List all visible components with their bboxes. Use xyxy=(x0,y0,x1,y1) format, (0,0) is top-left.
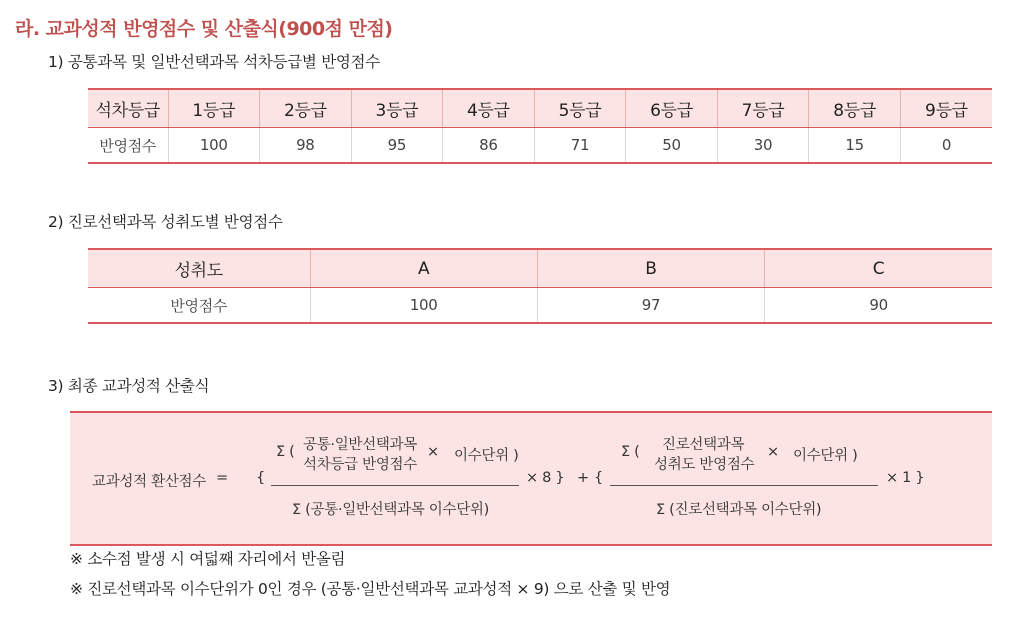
section3-heading: 3) 최종 교과성적 산출식 xyxy=(48,377,210,395)
numerator2-sigma: Σ ( xyxy=(621,444,640,460)
denominator1: Σ (공통·일반선택과목 이수단위) xyxy=(292,502,489,518)
table-header-cell: 5등급 xyxy=(534,89,626,128)
table-cell: 86 xyxy=(443,128,535,164)
fraction-line-1 xyxy=(271,485,519,486)
table-header-cell: 성취도 xyxy=(88,249,310,288)
numerator1-sigma: Σ ( xyxy=(276,444,295,460)
table-header-cell: B xyxy=(537,249,764,288)
formula-lhs: 교과성적 환산점수 xyxy=(92,474,206,490)
table-cell: 100 xyxy=(168,128,260,164)
table-cell: 50 xyxy=(626,128,718,164)
formula-multiplier-1: × 8 } xyxy=(526,470,565,486)
formula-plus: + xyxy=(577,470,589,486)
section2-heading: 2) 진로선택과목 성취도별 반영점수 xyxy=(48,213,283,231)
table-cell: 15 xyxy=(809,128,901,164)
table-header-cell: 2등급 xyxy=(260,89,352,128)
table-header-cell: C xyxy=(765,249,992,288)
numerator2-times: × xyxy=(767,444,779,460)
note-rounding: ※ 소수점 발생 시 여덟째 자리에서 반올림 xyxy=(70,550,346,568)
table-cell: 30 xyxy=(717,128,809,164)
numerator2-tail: 이수단위 ) xyxy=(793,448,858,464)
formula-box xyxy=(70,411,992,546)
note-zero-units: ※ 진로선택과목 이수단위가 0인 경우 (공통·일반선택과목 교과성적 × 9) 으로 산출 및 반영 xyxy=(70,580,671,598)
formula-open-brace-2: { xyxy=(594,470,603,486)
table-header-cell: 4등급 xyxy=(443,89,535,128)
table-cell: 98 xyxy=(260,128,352,164)
table-header-cell: 석차등급 xyxy=(88,89,168,128)
formula-open-brace-1: { xyxy=(256,470,265,486)
table-cell: 반영점수 xyxy=(88,288,310,324)
table-header-cell: 8등급 xyxy=(809,89,901,128)
table-cell: 95 xyxy=(351,128,443,164)
table-header-row xyxy=(88,89,992,128)
page-title: 라. 교과성적 반영점수 및 산출식(900점 만점) xyxy=(15,18,393,40)
table-cell: 97 xyxy=(537,288,764,324)
numerator1-line2: 석차등급 반영점수 xyxy=(303,457,417,473)
grade-score-table xyxy=(88,88,992,164)
table-header-row xyxy=(88,249,992,288)
numerator1-times: × xyxy=(427,444,439,460)
numerator2-line1: 진로선택과목 xyxy=(662,437,745,453)
formula-equals: = xyxy=(216,470,228,486)
section1-heading: 1) 공통과목 및 일반선택과목 석차등급별 반영점수 xyxy=(48,53,380,71)
table-row xyxy=(88,288,992,324)
table-header-cell: 9등급 xyxy=(900,89,992,128)
formula-multiplier-2: × 1 } xyxy=(886,470,925,486)
numerator1-line1: 공통·일반선택과목 xyxy=(303,437,417,453)
table-header-cell: 7등급 xyxy=(717,89,809,128)
table-header-cell: 1등급 xyxy=(168,89,260,128)
numerator1-tail: 이수단위 ) xyxy=(454,448,519,464)
table-cell: 71 xyxy=(534,128,626,164)
achievement-score-table xyxy=(88,248,992,324)
table-cell: 100 xyxy=(310,288,537,324)
table-row xyxy=(88,128,992,164)
table-header-cell: 3등급 xyxy=(351,89,443,128)
fraction-line-2 xyxy=(610,485,878,486)
table-cell: 0 xyxy=(941,136,952,154)
denominator2: Σ (진로선택과목 이수단위) xyxy=(656,502,822,518)
table-header-cell: 6등급 xyxy=(626,89,718,128)
table-cell: 90 xyxy=(869,296,888,314)
table-header-cell: A xyxy=(310,249,537,288)
numerator2-line2: 성취도 반영점수 xyxy=(654,457,755,473)
table-cell: 반영점수 xyxy=(88,128,168,164)
